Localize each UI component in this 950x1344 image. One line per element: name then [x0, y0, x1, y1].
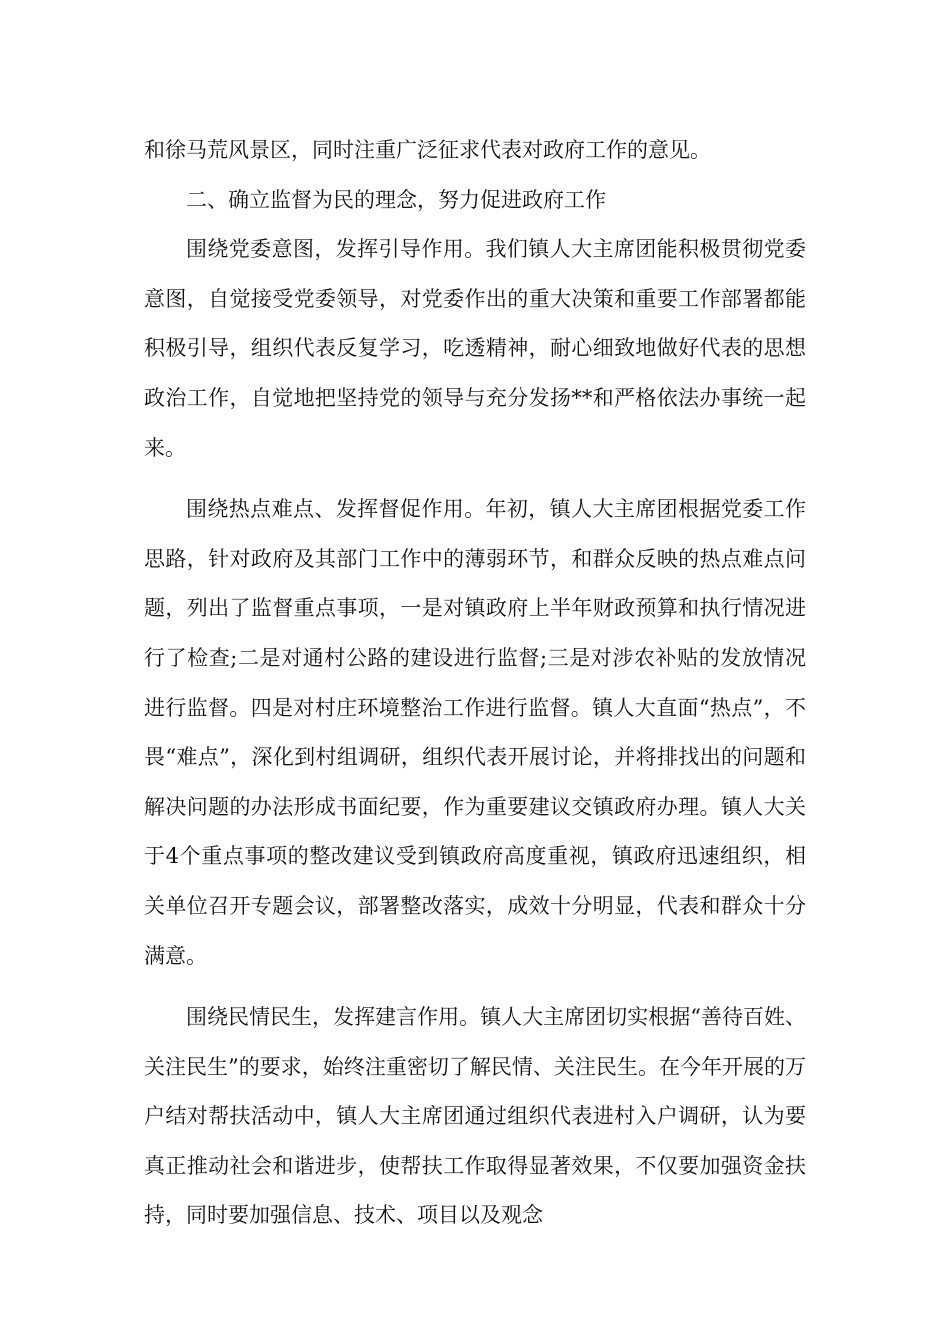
- paragraph-party-intent: 围绕党委意图，发挥引导作用。我们镇人大主席团能积极贯彻党委意图，自觉接受党委领导，对党委作出的重大决策和重要工作部署都能积极引导，组织代表反复学习，吃透精神，耐心细致地做好代表的思想政治工作，自觉地把坚持党的领导与充分发扬**和严格依法办事统一起来。: [144, 237, 806, 460]
- paragraph-hotspots: 围绕热点难点、发挥督促作用。年初，镇人大主席团根据党委工作思路，针对政府及其部门工作中的薄弱环节，和群众反映的热点难点问题，列出了监督重点事项，一是对镇政府上半年财政预算和执行情况进行了检查;二是对通村公路的建设进行监督;三是对涉农补贴的发放情况进行监督。四是对村庄环境整治工作进行监督。镇人大直面“热点”，不畏“难点”，深化到村组调研，组织代表开展讨论，并将排找出的问题和解决问题的办法形成书面纪要，作为重要建议交镇政府办理。镇人大关于4个重点事项的整改建议受到镇政府高度重视，镇政府迅速组织，相关单位召开专题会议，部署整改落实，成效十分明显，代表和群众十分满意。: [144, 497, 806, 968]
- paragraph-livelihood: 围绕民情民生，发挥建言作用。镇人大主席团切实根据“善待百姓、关注民生”的要求，始终注重密切了解民情、关注民生。在今年开展的万户结对帮扶活动中，镇人大主席团通过组织代表进村入户调研，认为要真正推动社会和谐进步，使帮扶工作取得显著效果，不仅要加强资金扶持，同时要加强信息、技术、项目以及观念: [144, 1005, 806, 1228]
- document-body: [144, 126, 806, 1241]
- paragraph-continuation: 和徐马荒风景区，同时注重广泛征求代表对政府工作的意见。: [144, 138, 711, 162]
- section-heading: 二、确立监督为民的理念，努力促进政府工作: [186, 187, 606, 212]
